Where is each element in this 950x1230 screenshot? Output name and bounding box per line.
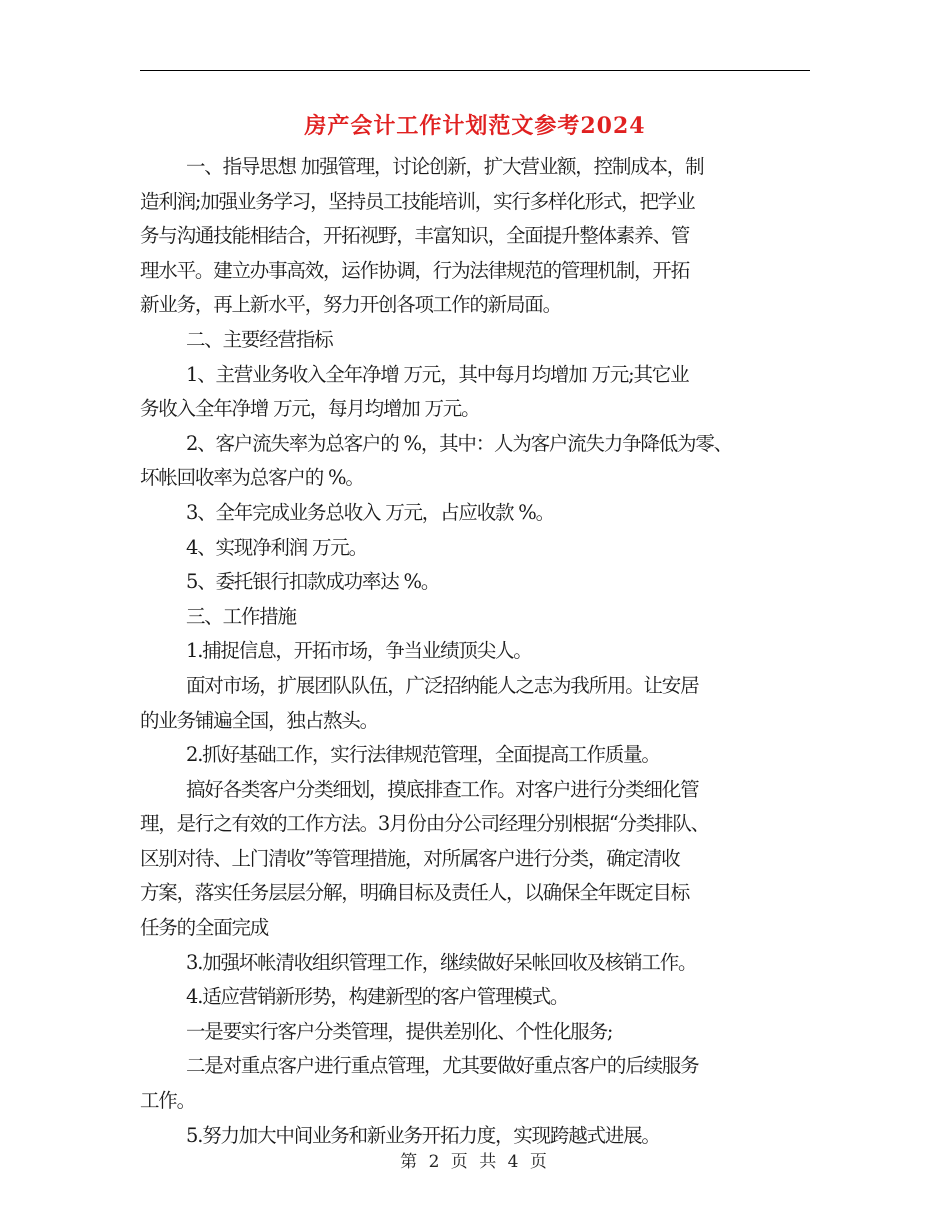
- text-line: 2、客户流失率为总客户的 %，其中：人为客户流失力争降低为零、: [186, 431, 732, 455]
- text-line: 任务的全面完成: [140, 916, 269, 940]
- text-line: 面对市场，扩展团队队伍，广泛招纳能人之志为我所用。让安居: [186, 673, 699, 697]
- text-line: 的业务铺遍全国，独占熬头。: [140, 708, 378, 732]
- text-line: 1、主营业务收入全年净增 万元，其中每月均增加 万元;其它业: [186, 362, 689, 386]
- header-rule: [140, 70, 810, 71]
- text-line: 三、工作措施: [186, 604, 296, 628]
- text-line: 工作。: [140, 1089, 195, 1113]
- text-line: 坏帐回收率为总客户的 %。: [140, 466, 364, 490]
- text-line: 一是要实行客户分类管理，提供差别化、个性化服务;: [186, 1019, 613, 1043]
- text-line: 4、实现净利润 万元。: [186, 535, 367, 559]
- text-line: 造利润;加强业务学习，坚持员工技能培训，实行多样化形式，把学业: [140, 189, 695, 213]
- text-line: 务与沟通技能相结合，开拓视野，丰富知识，全面提升整体素养、管: [140, 224, 690, 248]
- text-line: 二、主要经营指标: [186, 327, 333, 351]
- page-footer: 第 2 页 共 4 页: [400, 1152, 550, 1172]
- text-line: 务收入全年净增 万元，每月均增加 万元。: [140, 397, 480, 421]
- document-body: [140, 150, 820, 1153]
- text-line: 4.适应营销新形势，构建新型的客户管理模式。: [186, 985, 569, 1009]
- text-line: 3、全年完成业务总收入 万元，占应收款 %。: [186, 500, 554, 524]
- text-line: 理，是行之有效的工作方法。3月份由分公司经理分别根据“分类排队、: [140, 812, 709, 836]
- text-line: 一、指导思想 加强管理，讨论创新，扩大营业额，控制成本，制: [186, 155, 704, 178]
- text-line: 5、委托银行扣款成功率达 %。: [186, 570, 440, 594]
- text-line: 区别对待、上门清收”等管理措施，对所属客户进行分类，确定清收: [140, 846, 680, 870]
- text-line: 搞好各类客户分类细划，摸底排查工作。对客户进行分类细化管: [186, 777, 699, 801]
- text-line: 5.努力加大中间业务和新业务开拓力度，实现跨越式进展。: [186, 1123, 660, 1147]
- text-line: 新业务，再上新水平，努力开创各项工作的新局面。: [140, 293, 561, 317]
- text-line: 二是对重点客户进行重点管理，尤其要做好重点客户的后续服务: [186, 1054, 699, 1078]
- document-title: 房产会计工作计划范文参考2024: [304, 113, 646, 139]
- text-line: 1.捕捉信息，开拓市场，争当业绩顶尖人。: [186, 639, 532, 663]
- text-line: 方案，落实任务层层分解，明确目标及责任人，以确保全年既定目标: [140, 881, 690, 905]
- text-line: 2.抓好基础工作，实行法律规范管理，全面提高工作质量。: [186, 743, 660, 767]
- text-line: 理水平。建立办事高效，运作协调，行为法律规范的管理机制，开拓: [140, 258, 690, 282]
- text-line: 3.加强坏帐清收组织管理工作，继续做好呆帐回收及核销工作。: [186, 950, 697, 974]
